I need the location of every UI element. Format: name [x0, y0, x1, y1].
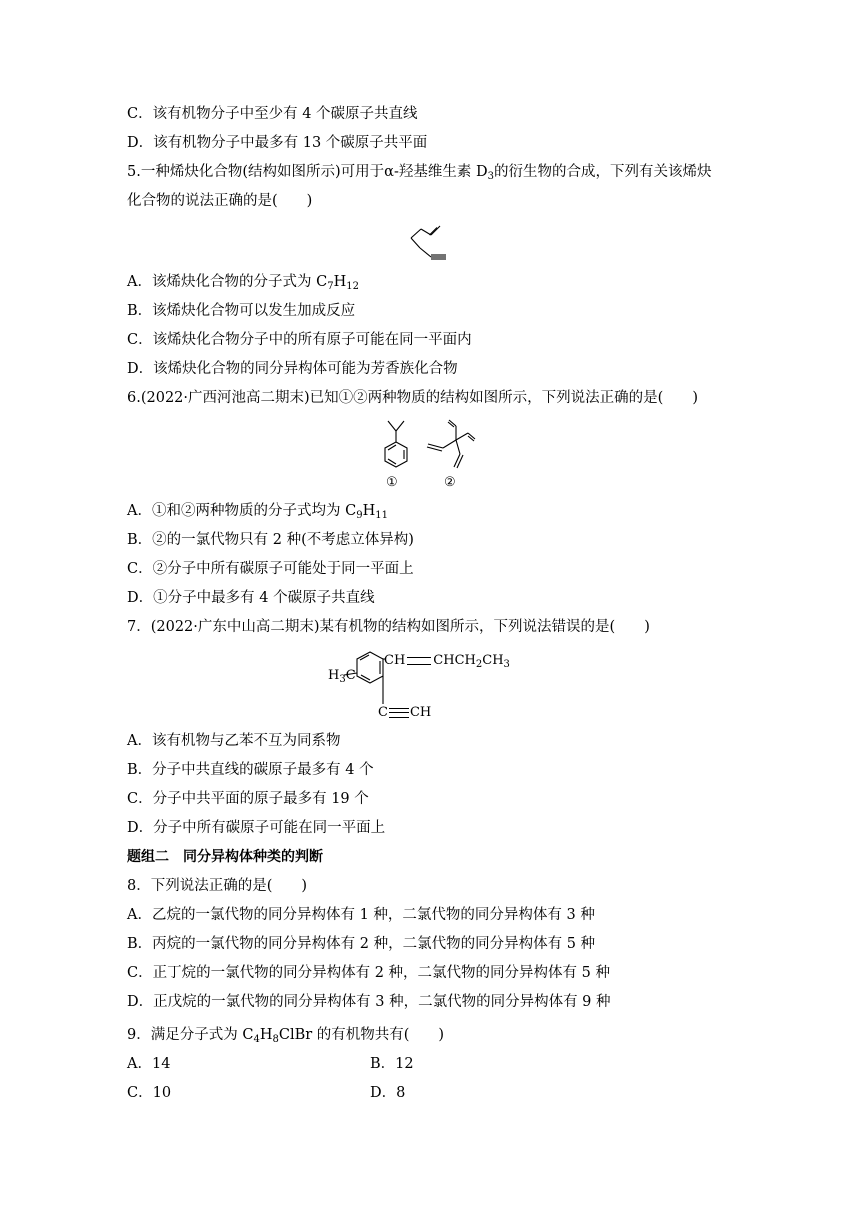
q7-stem: 7．(2022·广东中山高二期末)某有机物的结构如图所示，下列说法错误的是( ): [127, 619, 650, 635]
q5-stem-sub: 3: [487, 171, 494, 182]
q6-option-a-text: A．①和②两种物质的分子式均为 C: [127, 503, 357, 519]
q7-triple-bond: [389, 708, 409, 718]
q7-double-bond: [407, 657, 431, 665]
q7-methyl-c: C: [345, 668, 356, 683]
q7-methyl-h: H: [328, 668, 340, 683]
q7-alkyne-c: C: [378, 705, 388, 720]
q9-stem-c: ClBr 的有机物共有( ): [278, 1027, 445, 1043]
q6-option-a-h: H: [362, 503, 376, 519]
q7-side-chain-ch: CH: [384, 653, 406, 668]
q6-figure-label-2: ②: [444, 475, 456, 490]
q5-stem-line1: [127, 162, 711, 187]
q8-option-b: B．丙烷的一氯代物的同分异构体有 2 种，二氯代物的同分异构体有 5 种: [127, 936, 596, 952]
q5-option-a-sub1: 7: [327, 281, 334, 292]
q7-side-chain-end: CH: [482, 653, 504, 668]
q7-alkyne-ch: CH: [409, 705, 432, 720]
q5-stem-line2: 化合物的说法正确的是( ): [127, 193, 313, 209]
q5-option-d: D．该烯炔化合物的同分异构体可能为芳香族化合物: [127, 361, 458, 377]
q5-option-a-h: H: [333, 274, 347, 290]
q6-option-b: B．②的一氯代物只有 2 种(不考虑立体异构): [127, 532, 414, 548]
q9-option-a: A．14: [127, 1056, 171, 1072]
q5-option-a-text: A．该烯炔化合物的分子式为 C: [127, 274, 328, 290]
q7-side-chain: [384, 651, 510, 675]
q7-methyl-sub: 3: [339, 674, 346, 685]
q9-stem-a: 9．满足分子式为 C: [127, 1027, 254, 1043]
q9-option-b: B．12: [370, 1056, 414, 1072]
q6-option-a-sub2: 11: [375, 510, 388, 521]
q9-stem-sub2: 8: [272, 1034, 279, 1045]
q7-side-chain-mid: CHCH: [433, 653, 476, 668]
q5-option-c: C．该烯炔化合物分子中的所有原子可能在同一平面内: [127, 332, 472, 348]
q5-structure-figure: [400, 224, 460, 264]
q9-stem-sub1: 4: [253, 1034, 260, 1045]
q8-option-a: A．乙烷的一氯代物的同分异构体有 1 种，二氯代物的同分异构体有 3 种: [127, 907, 595, 923]
q5-stem-text-a: 5.一种烯炔化合物(结构如图所示)可用于α-羟基维生素 D: [127, 164, 488, 180]
q5-option-a: [127, 272, 359, 297]
q4-option-c: C．该有机物分子中至少有 4 个碳原子共直线: [127, 106, 418, 122]
q7-option-c: C．分子中共平面的原子最多有 19 个: [127, 791, 369, 807]
group2-title: 题组二 同分异构体种类的判断: [127, 849, 323, 865]
q9-option-c: C．10: [127, 1085, 172, 1101]
q5-stem-text-b: 的衍生物的合成，下列有关该烯炔: [493, 164, 712, 180]
q6-figure-label-1: ①: [386, 475, 398, 490]
q7-alkyne-group: [378, 703, 431, 723]
q7-option-a: A．该有机物与乙苯不互为同系物: [127, 733, 341, 749]
q7-option-b: B．分子中共直线的碳原子最多有 4 个: [127, 762, 374, 778]
q8-option-c: C．正丁烷的一氯代物的同分异构体有 2 种，二氯代物的同分异构体有 5 种: [127, 965, 610, 981]
q9-stem-h: H: [259, 1027, 273, 1043]
q7-side-chain-sub2: 3: [503, 659, 510, 670]
q5-option-a-sub2: 12: [346, 281, 359, 292]
q9-stem: [127, 1025, 444, 1050]
q5-option-b: B．该烯炔化合物可以发生加成反应: [127, 303, 356, 319]
q7-methyl-group: [328, 666, 356, 690]
q9-option-d: D．8: [370, 1085, 406, 1101]
q6-stem: 6.(2022·广西河池高二期末)已知①②两种物质的结构如图所示，下列说法正确的是( ): [127, 390, 698, 406]
q7-option-d: D．分子中所有碳原子可能在同一平面上: [127, 820, 386, 836]
q6-option-c: C．②分子中所有碳原子可能处于同一平面上: [127, 561, 414, 577]
q6-option-a: [127, 501, 388, 526]
q7-side-chain-sub: 2: [475, 659, 483, 670]
q8-stem: 8．下列说法正确的是( ): [127, 878, 308, 894]
q4-option-d: D．该有机物分子中最多有 13 个碳原子共平面: [127, 135, 428, 151]
q7-structure-ring: [355, 646, 385, 708]
q6-option-d: D．①分子中最多有 4 个碳原子共直线: [127, 590, 375, 606]
q6-option-a-sub1: 9: [356, 510, 363, 521]
q8-option-d: D．正戊烷的一氯代物的同分异构体有 3 种，二氯代物的同分异构体有 9 种: [127, 994, 611, 1010]
